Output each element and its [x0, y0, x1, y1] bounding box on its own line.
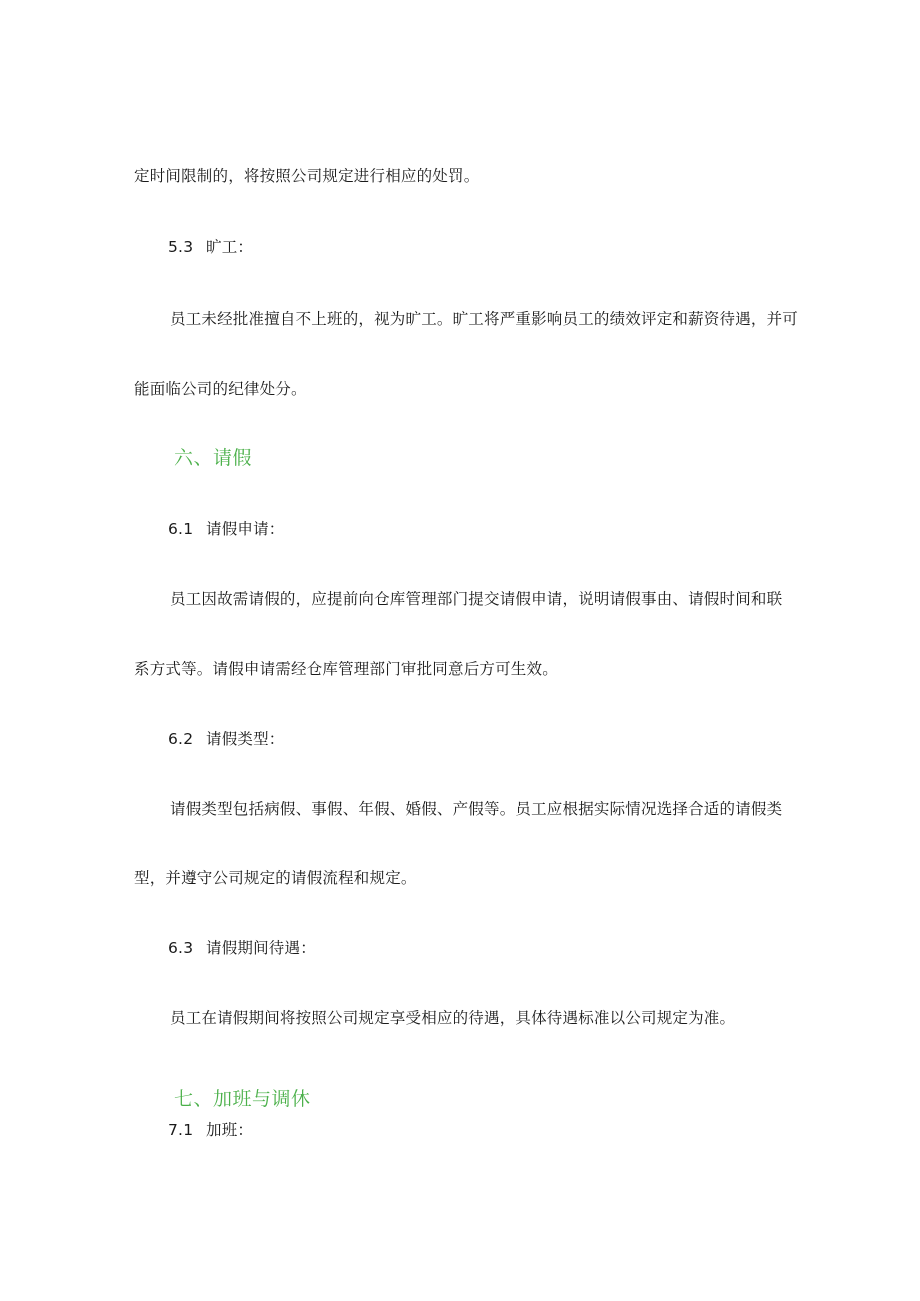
section-6-1-heading: [168, 519, 285, 539]
section-6-2-heading: [168, 729, 285, 749]
section-6-2-paragraph-line-2: 型，并遵守公司规定的请假流程和规定。: [134, 869, 417, 887]
section-title: 旷工：: [206, 238, 254, 256]
section-number: 6.2: [168, 730, 194, 748]
section-title: 请假申请：: [206, 520, 285, 538]
section-title: 请假类型：: [206, 730, 285, 748]
section-6-3-paragraph-line-1: 员工在请假期间将按照公司规定享受相应的待遇，具体待遇标准以公司规定为准。: [170, 1009, 736, 1027]
section-5-3-paragraph-line-1: 员工未经批准擅自不上班的，视为旷工。旷工将严重影响员工的绩效评定和薪资待遇，并可: [170, 310, 799, 328]
section-6-1-paragraph-line-1: 员工因故需请假的，应提前向仓库管理部门提交请假申请，说明请假事由、请假时间和联: [170, 590, 783, 608]
section-5-3-heading: [168, 237, 253, 257]
section-title: 请假期间待遇：: [206, 939, 316, 957]
section-number: 7.1: [168, 1121, 194, 1139]
chapter-6-heading: 六、请假: [174, 447, 253, 469]
section-6-2-paragraph-line-1: 请假类型包括病假、事假、年假、婚假、产假等。员工应根据实际情况选择合适的请假类: [170, 800, 783, 818]
section-title: 加班：: [206, 1121, 254, 1139]
section-number: 6.3: [168, 939, 194, 957]
section-number: 5.3: [168, 238, 194, 256]
chapter-7-heading: 七、加班与调休: [174, 1088, 311, 1110]
paragraph-continuation: 定时间限制的，将按照公司规定进行相应的处罚。: [134, 167, 480, 185]
section-5-3-paragraph-line-2: 能面临公司的纪律处分。: [134, 380, 307, 398]
section-6-1-paragraph-line-2: 系方式等。请假申请需经仓库管理部门审批同意后方可生效。: [134, 660, 558, 678]
section-7-1-heading: [168, 1120, 253, 1140]
section-number: 6.1: [168, 520, 194, 538]
section-6-3-heading: [168, 938, 316, 958]
